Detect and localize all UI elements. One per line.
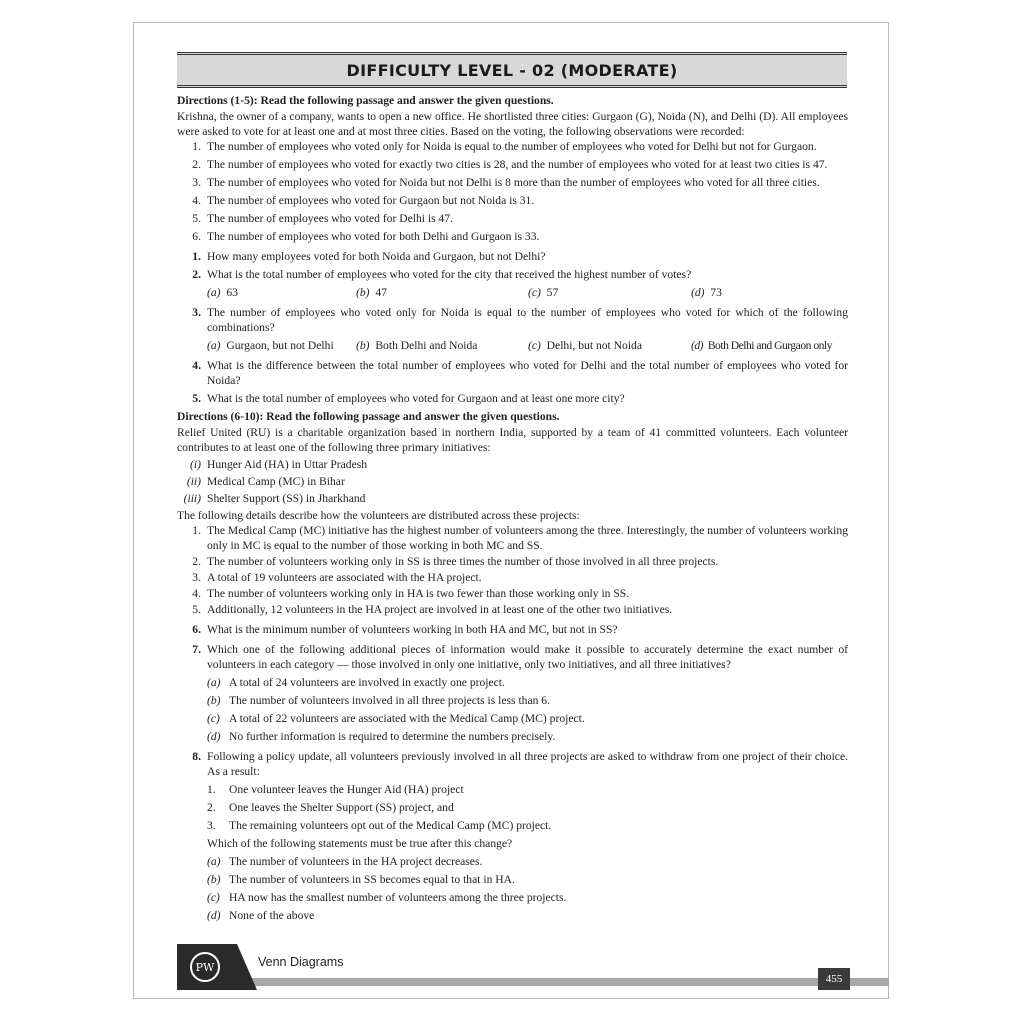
option-a: (a) The number of volunteers in the HA project decreases. <box>207 855 483 868</box>
list-item: 1. The Medical Camp (MC) initiative has the highest number of volunteers among the three. Interestingly, the number of volunteers working only in MC is equal to the number of those working in both MC and SS. <box>192 524 848 552</box>
chapter-title: Venn Diagrams <box>258 955 344 969</box>
directions-1-5: Directions (1-5): Read the following passage and answer the given questions. <box>177 94 554 107</box>
question-2-options <box>207 285 848 300</box>
page-title: DIFFICULTY LEVEL - 02 (MODERATE) <box>346 60 678 80</box>
question-3: 3. The number of employees who voted only for Noida is equal to the number of employees who voted for which of the following combinations? <box>192 306 848 334</box>
footer-rule <box>230 978 889 986</box>
list-item: 1. One volunteer leaves the Hunger Aid (HA) project <box>207 783 464 796</box>
page-number: 455 <box>818 968 850 990</box>
page-content <box>177 93 848 926</box>
question-8-prompt: Which of the following statements must be true after this change? <box>207 837 513 850</box>
list-item: 3. The number of employees who voted for Noida but not Delhi is 8 more than the number of employees who voted for all three cities. <box>192 176 820 189</box>
list-item: 4. The number of volunteers working only in HA is two fewer than those working only in SS. <box>192 587 630 600</box>
option-d: (d) No further information is required to determine the numbers precisely. <box>207 730 556 743</box>
question-1: 1. How many employees voted for both Noida and Gurgaon, but not Delhi? <box>192 250 546 263</box>
option-c: (c) Delhi, but not Noida <box>528 339 642 352</box>
list-item: 2. The number of employees who voted for exactly two cities is 28, and the number of employees who voted for at least two cities is 47. <box>192 158 828 171</box>
question-6: 6. What is the minimum number of volunteers working in both HA and MC, but not in SS? <box>192 623 618 636</box>
list-item: (ii) Medical Camp (MC) in Bihar <box>186 475 345 488</box>
list-item: 3. The remaining volunteers opt out of the Medical Camp (MC) project. <box>207 819 552 832</box>
option-d: (d) None of the above <box>207 909 315 922</box>
question-5: 5. What is the total number of employees who voted for Gurgaon and at least one more city? <box>192 392 625 405</box>
option-c: (c) 57 <box>528 286 559 299</box>
option-c: (c) HA now has the smallest number of volunteers among the three projects. <box>207 891 567 904</box>
directions-6-10: Directions (6-10): Read the following passage and answer the given questions. <box>177 410 560 423</box>
option-d: (d) Both Delhi and Gurgaon only <box>691 339 832 352</box>
list-item: 2. One leaves the Shelter Support (SS) project, and <box>207 801 454 814</box>
option-a: (a) 63 <box>207 286 238 299</box>
list-item: 1. The number of employees who voted only for Noida is equal to the number of employees who voted for Delhi but not for Gurgaon. <box>192 140 817 153</box>
list-item: (i) Hunger Aid (HA) in Uttar Pradesh <box>190 458 368 471</box>
observation-list <box>177 139 848 244</box>
list-item: 4. The number of employees who voted for Gurgaon but not Noida is 31. <box>192 194 535 207</box>
list-item: 6. The number of employees who voted for both Delhi and Gurgaon is 33. <box>192 230 540 243</box>
details-list <box>177 523 848 617</box>
option-c: (c) A total of 22 volunteers are associated with the Medical Camp (MC) project. <box>207 712 585 725</box>
option-d: (d) 73 <box>691 286 722 299</box>
question-4: 4. What is the difference between the total number of employees who voted for Delhi and the total number of employees who voted for Noida? <box>192 359 848 387</box>
details-intro: The following details describe how the volunteers are distributed across these projects: <box>177 509 580 522</box>
list-item: 5. Additionally, 12 volunteers in the HA project are involved in at least one of the other two initiatives. <box>192 603 673 616</box>
passage-1: Krishna, the owner of a company, wants to open a new office. He shortlisted three cities: Gurgaon (G), Noida (N), and Delhi (D). All employees were asked to vote for at least one and at most three cities. Based on the voting, the following observations were recorded: <box>177 110 848 138</box>
list-item: 3. A total of 19 volunteers are associated with the HA project. <box>192 571 482 584</box>
initiative-list <box>177 457 848 506</box>
section-banner <box>177 52 847 88</box>
option-a: (a) Gurgaon, but not Delhi <box>207 339 334 352</box>
passage-2: Relief United (RU) is a charitable organization based in northern India, supported by a team of 41 committed volunteers. Each volunteer contributes to at least one of the following three primary initiatives: <box>177 426 848 454</box>
option-b: (b) Both Delhi and Noida <box>356 339 478 352</box>
list-item: (iii) Shelter Support (SS) in Jharkhand <box>183 492 366 505</box>
question-3-options <box>207 338 848 353</box>
option-a: (a) A total of 24 volunteers are involved in exactly one project. <box>207 676 505 689</box>
question-8: 8. Following a policy update, all volunteers previously involved in all three projects are asked to withdraw from one project of their choice. As a result: <box>192 750 848 778</box>
question-2: 2. What is the total number of employees who voted for the city that received the highest number of votes? <box>192 268 692 281</box>
option-b: (b) 47 <box>356 286 387 299</box>
option-b: (b) The number of volunteers involved in all three projects is less than 6. <box>207 694 551 707</box>
list-item: 5. The number of employees who voted for Delhi is 47. <box>192 212 453 225</box>
option-b: (b) The number of volunteers in SS becomes equal to that in HA. <box>207 873 515 886</box>
pw-logo-icon: PW <box>190 952 220 982</box>
list-item: 2. The number of volunteers working only in SS is three times the number of those involved in all three projects. <box>192 555 719 568</box>
question-7: 7. Which one of the following additional pieces of information would make it possible to accurately determine the exact number of volunteers in each category — those involved in only one initiative, only two initiatives, and all three initiatives? <box>192 643 848 671</box>
